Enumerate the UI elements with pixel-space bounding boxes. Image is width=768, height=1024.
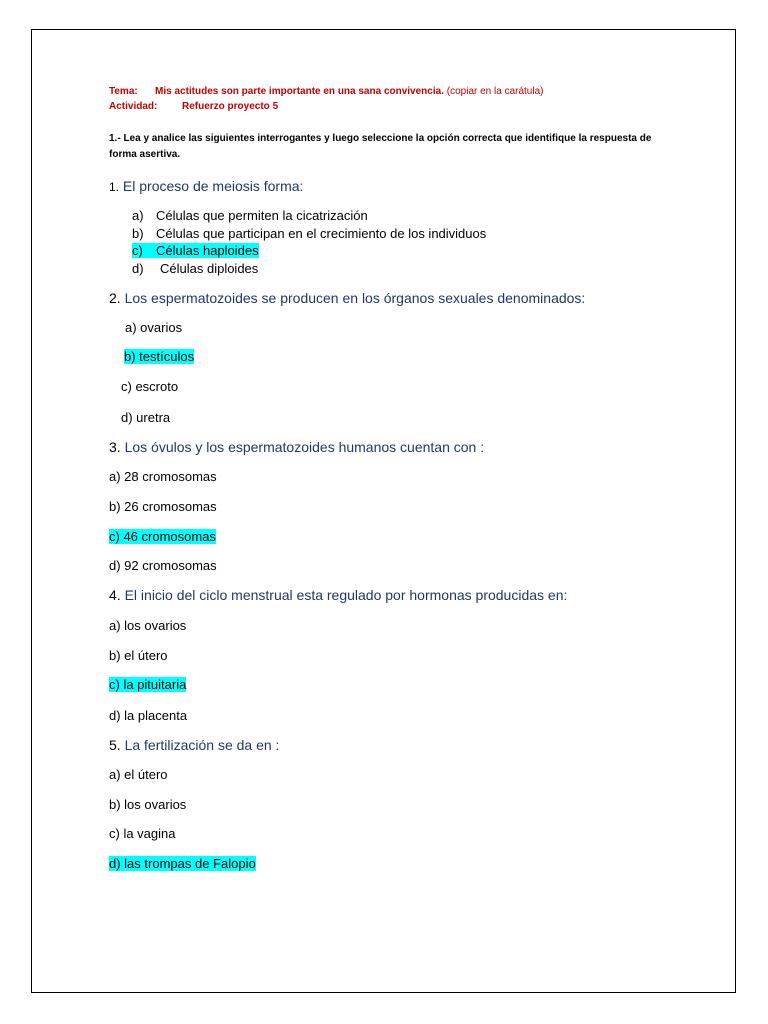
question-number: 3. xyxy=(109,439,121,455)
question-2 xyxy=(109,290,585,306)
option-a[interactable]: a) ovarios xyxy=(125,320,183,335)
option-c-highlighted[interactable]: c) Células haploides xyxy=(132,243,259,258)
actividad-label: Actividad: xyxy=(109,101,158,112)
tema-note: (copiar en la carátula) xyxy=(446,86,544,97)
question-text: Los espermatozoides se producen en los órganos sexuales denominados: xyxy=(124,290,586,306)
tema-line xyxy=(109,86,543,97)
question-number: 2. xyxy=(109,290,121,306)
option-c[interactable]: c) la vagina xyxy=(109,826,176,841)
question-5 xyxy=(109,737,279,753)
option-a[interactable]: a) los ovarios xyxy=(109,618,187,633)
option-a[interactable]: a) Células que permiten la cicatrización xyxy=(132,208,368,223)
question-3 xyxy=(109,439,484,455)
question-text: La fertilización se da en : xyxy=(124,737,280,753)
question-1 xyxy=(109,178,303,194)
instructions-line-1: 1.- Lea y analice las siguientes interrogantes y luego seleccione la opción correcta que identifique la respuesta de xyxy=(109,133,652,144)
option-c-highlighted[interactable]: c) 46 cromosomas xyxy=(109,529,216,544)
question-number: 1. xyxy=(109,180,120,194)
option-b-highlighted[interactable]: b) testículos xyxy=(124,349,195,364)
question-4 xyxy=(109,587,567,603)
question-number: 4. xyxy=(109,587,121,603)
question-1-options xyxy=(132,207,486,277)
question-text: Los óvulos y los espermatozoides humanos cuentan con : xyxy=(124,439,485,455)
option-b[interactable]: b) el útero xyxy=(109,648,168,663)
instructions xyxy=(109,131,651,163)
option-c[interactable]: c) escroto xyxy=(121,379,179,394)
option-b[interactable]: b) Células que participan en el crecimiento de los individuos xyxy=(132,225,487,241)
option-c-highlighted[interactable]: c) la pituitaria xyxy=(109,677,187,692)
option-a[interactable]: a) el útero xyxy=(109,767,168,782)
option-d[interactable]: d) uretra xyxy=(121,410,171,425)
option-b[interactable]: b) los ovarios xyxy=(109,797,187,812)
option-d[interactable]: d) 92 cromosomas xyxy=(109,558,217,573)
tema-label: Tema: xyxy=(109,86,138,97)
option-b[interactable]: b) 26 cromosomas xyxy=(109,499,217,514)
question-text: El proceso de meiosis forma: xyxy=(122,178,304,194)
tema-text: Mis actitudes son parte importante en una sana convivencia. xyxy=(155,86,444,97)
option-d[interactable]: d) la placenta xyxy=(109,708,188,723)
actividad-line xyxy=(109,101,278,112)
instructions-line-2: forma asertiva. xyxy=(109,149,181,160)
question-text: El inicio del ciclo menstrual esta regulado por hormonas producidas en: xyxy=(124,587,568,603)
option-a[interactable]: a) 28 cromosomas xyxy=(109,469,217,484)
option-d-highlighted[interactable]: d) las trompas de Falopio xyxy=(109,856,256,871)
option-d[interactable]: d) Células diploides xyxy=(132,260,259,276)
actividad-text: Refuerzo proyecto 5 xyxy=(182,101,279,112)
question-number: 5. xyxy=(109,737,121,753)
